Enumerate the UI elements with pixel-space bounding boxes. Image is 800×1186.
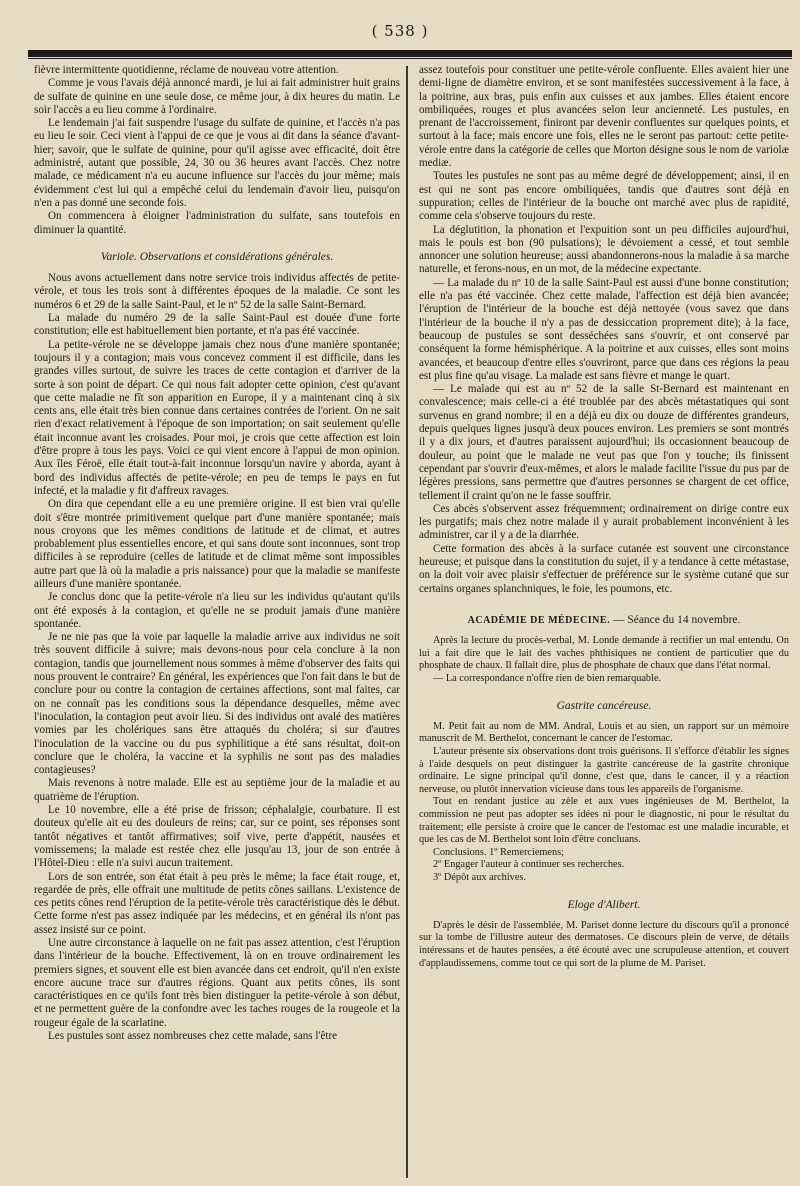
paragraph: — La malade du nº 10 de la salle Saint-Paul est aussi d'une bonne constitution; elle n'a pas été vaccinée. Chez cette malade, l'affection est déjà bien avancée; l'éruption de l'intérieur de la bouche est déjà nettoyée (vous savez que dans l'intérieur de la bouche il n'y a pas de dessiccation proprement dite); à la face, beaucoup de pustules se sont desséchées sans s'ouvrir, et ont conservé par conséquent la forme hémisphérique. A la poitrine et aux cuisses, elles sont moins avancées, et beaucoup d'entre elles s'ouvriront, parce que dans ces régions la peau est plus fine qu'au visage. La malade est sans fièvre et mange le quart. (419, 276, 789, 382)
page-number: ( 538 ) (371, 22, 429, 40)
academy-heading (419, 614, 789, 627)
paragraph: Après la lecture du procès-verbal, M. Londe demande à rectifier un mal entendu. On lui a fait dire que le lait des vaches phthisiques ne contient de particulier que du phosphate de chaux. Il fallait dire, plus de phosphate de chaux que dans l'état normal. (419, 635, 789, 672)
list-item: 3º Dépôt aux archives. (433, 871, 526, 883)
paragraph: La petite-vérole ne se développe jamais chez nous d'une manière spontanée; toujours il y a contagion; mais vous concevez comment il est difficile, dans les grandes villes surtout, de suivre les traces de cette contagion et d'arriver de la sorte à son point de départ. Ce qui nous fait adopter cette opinion, c'est qu'avant que cette maladie ne fît son apparition en Europe, il y a maintenant cinq à six cents ans, elle était très bien connue dans certaines contrées de l'orient. On ne sait rien d'exact relativement à l'époque de son importation; on sait seulement qu'elle était inconnue avant les croisades. Pour moi, je crois que cette affection est loin d'être propre à tous les pays. Voici ce qui vient encore à l'appui de mon opinion. Aux îles Féroë, elle était tout-à-fait inconnue lorsqu'un navire y aborda, ayant à bord des individus affectés de petite-vérole; en peu de temps le pays en fut infecté, et la maladie y fit d'affreux ravages. (34, 338, 400, 497)
paragraph: — Le malade qui est au nº 52 de la salle St-Bernard est maintenant en convalescence; mais celle-ci a été troublée par des abcès métastatiques qui sont survenus en grand nombre; il en a déjà eu dix ou douze de différentes grandeurs, depuis quelques lignes jusqu'à deux pouces environ. Les premiers se sont montrés il y a dix jours, et d'autres paraissent aujourd'hui; ils occasionnent beaucoup de douleur, au point que le malade ne veut pas que l'on y touche; ils finissent cependant par s'ouvrir d'eux-mêmes, et alors le malade facilite l'issue du pus par de légères pressions, sans permettre que d'autres personnes se chargent de cet office, tellement il craint qu'on ne le fasse souffrir. (419, 383, 789, 502)
paragraph: La déglutition, la phonation et l'expuition sont un peu difficiles aujourd'hui, mais le pouls est bon (90 pulsations); le dévoiement a cessé, et tout semble annoncer une solution heureuse; aussi abandonnerons-nous la maladie à sa marche naturelle, et ferons-nous, en un mot, de la médecine expectante. (419, 223, 789, 276)
paragraph: Je ne nie pas que la voie par laquelle la maladie arrive aux individus ne soit très souvent difficile à suivre; mais devons-nous pour cela conclure à la non contagion, tandis que journellement nous sommes à même d'observer des faits qui nous prouvent le contraire? En général, les expériences que l'on fait dans le but de conclure pour ou contre la contagion de certaines affections, sont mal faites, car on ne connaît pas les conditions sous la dépendance desquelles, même avec l'inoculation, la contagion peut avoir lieu. Si des individus ont avalé des matières vomies par les cholériques sans être attaqués du choléra; si sur d'autres l'inoculation de la vaccine ou du pus syphilitique a été sans résultat, doit-on conclure que le choléra, la vaccine et la syphilis ne sont pas des maladies contagieuses? (34, 631, 400, 777)
paragraph: M. Petit fait au nom de MM. Andral, Louis et au sien, un rapport sur un mémoire manuscrit de M. Berthelot, concernant le cancer de l'estomac. (419, 720, 789, 745)
paragraph: On commencera à éloigner l'administration du sulfate, sans toutefois en diminuer la quantité. (34, 210, 400, 236)
section-heading-gastrite: Gastrite cancéreuse. (556, 699, 652, 712)
paragraph: fièvre intermittente quotidienne, réclame de nouveau votre attention. (34, 64, 339, 76)
section-heading-variole: Variole. Observations et considérations générales. (100, 250, 334, 263)
paragraph: On dira que cependant elle a eu une première origine. Il est bien vrai qu'elle doit s'être montrée primitivement quelque part d'une manière spontanée; mais nous croyons que les mêmes conditions de latitude et de climat, et autres probablement plus essentielles encore, et qui sans doute sont inconnues, sont trop difficiles à se reproduire (celles de latitude et de climat même sont impossibles autre part que là où la maladie a pris naissance) pour que la maladie se manifeste ailleurs d'une manière spontanée. (34, 498, 400, 590)
paragraph: La malade du numéro 29 de la salle Saint-Paul est douée d'une forte constitution; elle est habituellement bien portante, et n'a pas été vaccinée. (34, 312, 400, 338)
paragraph: Les pustules sont assez nombreuses chez cette malade, sans l'être (48, 1030, 338, 1043)
header-rule-thin (28, 58, 792, 59)
paragraph: Le 10 novembre, elle a été prise de frisson; céphalalgie, courbature. Il est douteux qu'elle ait eu des douleurs de reins; car, sur ce point, ses réponses sont tantôt négatives et tantôt affirmatives; soif vive, perte d'appétit, nausées et vomissemens; la malade est restée chez elle jusqu'au 13, jour de son entrée à l'Hôtel-Dieu : elle n'a suivi aucun traitement. (34, 804, 400, 870)
paragraph: Lors de son entrée, son état était à peu près le même; la face était rouge, et, regardée de près, elle offrait une multitude de petits cônes saillans. L'existence de ces petits cônes rend l'éruption de la petite-vérole très caractéristique dès le début. Cette forme n'est pas assez indiquée par les médecins, et en général ils n'ont pas assez insisté sur ce point. (34, 870, 400, 936)
paragraph: Une autre circonstance à laquelle on ne fait pas assez attention, c'est l'éruption dans l'intérieur de la bouche. Effectivement, là on en trouve ordinairement les premiers signes, et souvent elle est bien avancée dans cet endroit, qu'il n'en existe encore aucune trace sur d'autres régions. Quant aux petits cônes, ils sont caractéristiques en ce qu'ils font très bien distinguer la petite-vérole à son début, et ne permettent guère de la confondre avec les taches rouges de la rougeole et la rougeur égale de la scarlatine. (34, 937, 400, 1029)
paragraph: L'auteur présente six observations dont trois guérisons. Il s'efforce d'établir les signes à l'aide desquels on peut distinguer la gastrite cancéreuse de la gastrite chronique ordinaire. Le signe principal qu'il donne, c'est que, dans le cancer, il y a réaction nerveuse, ou plutôt innervation vicieuse dans tous les appareils de l'organisme. (419, 746, 789, 795)
paragraph: Je conclus donc que la petite-vérole n'a lieu sur les individus qu'autant qu'ils ont été exposés à la contagion, et qu'elle ne se produit jamais d'une manière spontanée. (34, 591, 400, 630)
paragraph: Toutes les pustules ne sont pas au même degré de développement; ainsi, il en est qui ne sont pas encore ombiliquées, tandis que d'autres sont déjà en suppuration; celles de l'intérieur de la bouche ont marché avec plus de rapidité, comme cela s'observe toujours du reste. (419, 170, 789, 223)
paragraph: D'après le désir de l'assemblée, M. Pariset donne lecture du discours qu'il a prononcé sur la tombe de l'illustre auteur des dermatoses. Ce discours plein de verve, de détails intéressans et de hautes pensées, a été écouté avec une scrupuleuse attention, et couvert d'applaudissemens, comme tout ce qui sort de la plume de M. Pariset. (419, 919, 789, 969)
list-item: 2º Engager l'auteur à continuer ses recherches. (433, 859, 625, 871)
paragraph: — La correspondance n'offre rien de bien remarquable. (433, 672, 662, 684)
paragraph: Comme je vous l'avais déjà annoncé mardi, je lui ai fait administrer huit grains de sulfate de quinine en une seule dose, ce même jour, à dix heures du matin. Le soir l'accès a eu lieu comme à l'ordinaire. (34, 77, 400, 116)
academy-heading-text: — Séance du 14 novembre. (612, 613, 741, 626)
section-heading-eloge: Eloge d'Alibert. (567, 898, 641, 911)
paragraph: Tout en rendant justice au zèle et aux vues ingénieuses de M. Berthelot, la commission ne peut pas adopter ses idées ni pour le diagnostic, ni pour le résultat du traitement; elle persiste à croire que le cancer de l'estomac est une maladie incurable, et que les cas de M. Berthelot sont loin d'être concluans. (419, 796, 789, 846)
left-column (34, 64, 400, 1180)
academy-heading-caps: ACADÉMIE DE MÉDECINE. (467, 614, 611, 626)
paragraph: Cette formation des abcès à la surface cutanée est souvent une circonstance heureuse; et puisque dans la constitution du sujet, il y a tendance à cette métastase, on la doit voir avec plaisir s'effectuer de préférence sur le système cutané que sur certains organes splanchniques, le foie, les poumons, etc. (419, 542, 789, 595)
right-column (419, 64, 789, 1180)
paragraph: assez toutefois pour constituer une petite-vérole confluente. Elles avaient hier une demi-ligne de diamètre environ, et se sont manifestées successivement à la face, à la poitrine, aux bras, puis enfin aux cuisses et aux jambes. Elles étaient encore ombiliquées, rouges et plus avancées selon leur ancienneté. Les pustules, en prenant de l'accroissement, finiront par devenir confluentes sur quelques points, et surtout à la face; mais encore une fois, elles ne le seront pas partout: cette petite-vérole entre dans la catégorie de celles que Morton désigne sous le nom de variolæ mediæ. (419, 64, 789, 170)
list-item: Conclusions. 1º Remerciemens; (433, 846, 565, 858)
paragraph: Nous avons actuellement dans notre service trois individus affectés de petite-vérole, et tous les trois sont à différentes époques de la maladie. Ce sont les numéros 6 et 29 de la salle Saint-Paul, et le nº 52 de la salle Saint-Bernard. (34, 272, 400, 311)
paragraph: Ces abcès s'observent assez fréquemment; ordinairement on dirige contre eux les purgatifs; mais chez notre malade il y aurait probablement inconvénient à les administrer, car il y a de la diarrhée. (419, 502, 789, 542)
paragraph: Mais revenons à notre malade. Elle est au septième jour de la maladie et au quatrième de l'éruption. (34, 777, 400, 803)
paragraph: Le lendemain j'ai fait suspendre l'usage du sulfate de quinine, et l'accès n'a pas eu lieu le soir. Ceci vient à l'appui de ce que je vous ai dit dans la séance d'avant-hier; savoir, que le sulfate de quinine, pour qu'il agisse avec efficacité, doit être administré, autant que possible, 24, 30 ou 36 heures avant l'accès. Chez notre malade, ce médicament n'a eu aucune influence sur l'accès du jour même; mais évidemment c'est lui qui a empêché celui du lendemain d'avoir lieu, puisqu'on n'en a pas donné une seconde fois. (34, 117, 400, 209)
header-rule (28, 50, 792, 57)
column-divider (406, 66, 408, 1178)
